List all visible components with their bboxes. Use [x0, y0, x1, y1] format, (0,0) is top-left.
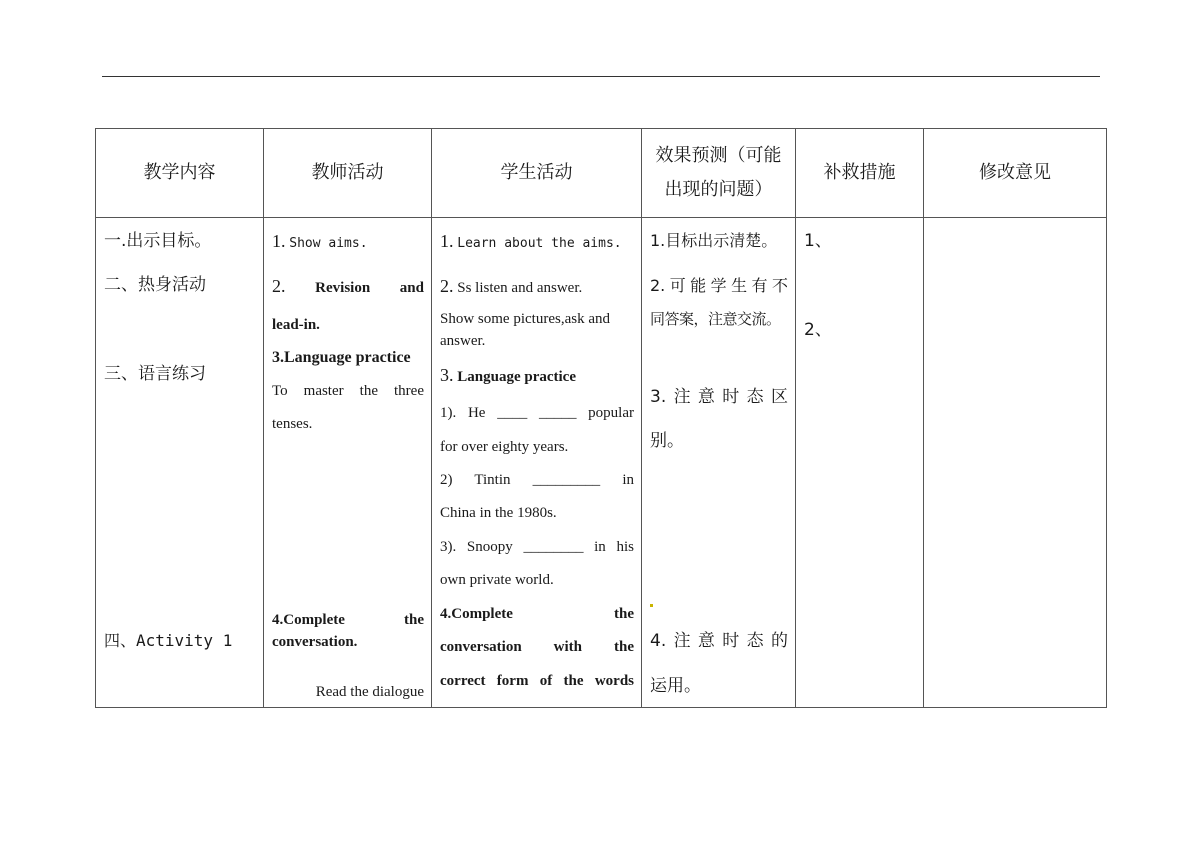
teacher-step-2-text: Revision and — [315, 280, 424, 296]
exercise-1-line1: 1). He ____ _____ popular — [440, 405, 634, 421]
student-step-2-line3: answer. — [440, 333, 486, 349]
header-rule — [102, 76, 1100, 77]
effect-item-3-line1: 3.注意时态区 — [650, 387, 788, 407]
teacher-step-1-number: 1. — [272, 231, 286, 251]
student-step-4-line2: conversation with the — [440, 639, 634, 655]
student-step-3-number: 3. — [440, 365, 454, 385]
exercise-1-line2: for over eighty years. — [440, 439, 569, 455]
revision-cell[interactable] — [924, 218, 1107, 708]
teacher-step-3-title: 3.Language practice — [272, 349, 411, 366]
remedy-item-2: 2、 — [804, 320, 832, 340]
effect-item-2-line1: 2.可能学生有不 — [650, 276, 788, 295]
header-revision: 修改意见 — [924, 129, 1107, 218]
content-step-4: 四、Activity 1 — [104, 631, 233, 650]
student-step-4-line1: 4.Complete the — [440, 606, 634, 622]
content-step-1: 一.出示目标。 — [104, 231, 212, 251]
exercise-3-line2: own private world. — [440, 572, 554, 588]
body-row — [96, 218, 1107, 708]
teacher-step-4-line3: Read the dialogue — [315, 684, 424, 700]
content-step-3: 三、语言练习 — [104, 364, 206, 384]
content-step-2: 二、热身活动 — [104, 275, 206, 295]
teacher-step-4-line2: conversation. — [272, 634, 358, 650]
exercise-3-line1: 3). Snoopy ________ in his — [440, 539, 634, 555]
student-step-3-text: Language practice — [457, 369, 576, 385]
effect-item-4-line2: 运用。 — [650, 676, 701, 696]
exercise-2-line1: 2) Tintin _________ in — [440, 472, 634, 488]
teacher-step-2-line2: lead-in. — [272, 317, 320, 333]
teacher-step-2-number: 2. — [272, 276, 286, 296]
student-step-1-text: Learn about the aims. — [457, 236, 622, 251]
header-effect-line1: 效果预测（可能 — [655, 145, 782, 166]
teacher-step-1-text: Show aims. — [289, 236, 368, 251]
student-step-1-number: 1. — [440, 231, 454, 251]
effect-cell — [642, 218, 796, 708]
student-step-2-number: 2. — [440, 276, 454, 296]
header-student-activity: 学生活动 — [432, 129, 642, 218]
student-step-4-line3: correct form of the words — [440, 673, 634, 689]
header-effect-line2: 出现的问题） — [664, 179, 773, 200]
lesson-plan-table — [95, 128, 1107, 708]
effect-item-4-line1: 4.注意时态的 — [650, 631, 788, 651]
student-step-2-line2: Show some pictures,ask and — [440, 311, 610, 327]
effect-item-1: 1.目标出示清楚。 — [650, 231, 778, 250]
content-cell — [96, 218, 264, 708]
exercise-2-line2: China in the 1980s. — [440, 505, 557, 521]
effect-item-2-line2: 同答案，注意交流。 — [650, 310, 781, 328]
teacher-cell — [264, 218, 432, 708]
stray-mark — [650, 604, 653, 607]
student-cell — [432, 218, 642, 708]
header-effect-prediction — [642, 129, 796, 218]
remedy-cell — [796, 218, 924, 708]
teacher-step-4-line1: 4.Complete the — [272, 612, 424, 628]
header-remedy: 补救措施 — [796, 129, 924, 218]
remedy-item-1: 1、 — [804, 231, 832, 251]
teacher-step-3-line2: tenses. — [272, 416, 313, 432]
header-teacher-activity: 教师活动 — [264, 129, 432, 218]
header-content: 教学内容 — [96, 129, 264, 218]
header-row — [96, 129, 1107, 218]
student-step-2-text: Ss listen and answer. — [457, 280, 583, 296]
effect-item-3-line2: 别。 — [650, 431, 684, 451]
teacher-step-3-line1: To master the three — [272, 383, 424, 399]
